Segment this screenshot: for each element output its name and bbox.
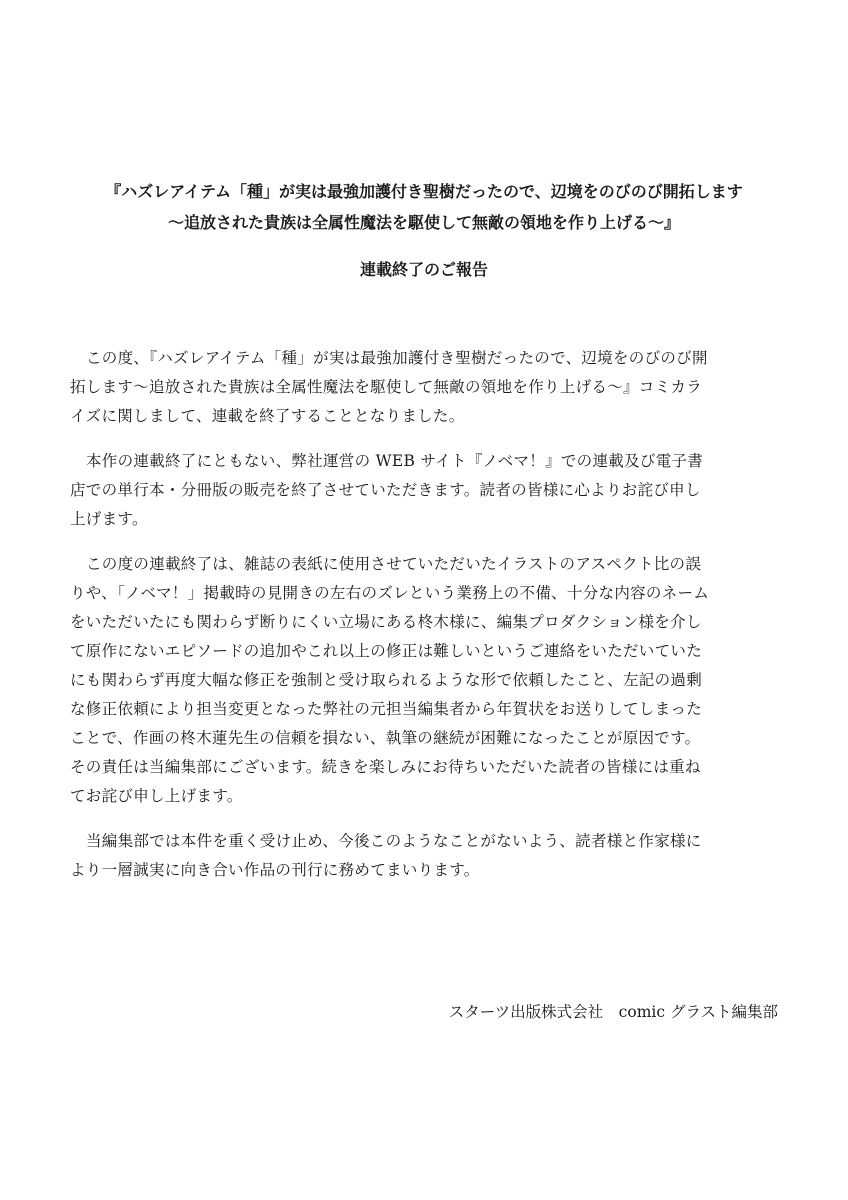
paragraph-line: な修正依頼により担当変更となった弊社の元担当編集者から年賀状をお送りしてしまった bbox=[70, 700, 703, 718]
title-line-1: 『ハズレアイテム「種」が実は最強加護付き聖樹だったので、辺境をのびのび開拓します bbox=[105, 182, 743, 201]
paragraph-line: この度、『ハズレアイテム「種」が実は最強加護付き聖樹だったので、辺境をのびのび開 bbox=[86, 349, 708, 367]
paragraph-line: 拓します〜追放された貴族は全属性魔法を駆使して無敵の領地を作り上げる〜』コミカラ bbox=[70, 378, 703, 396]
paragraph-line: 上げます。 bbox=[70, 510, 148, 528]
paragraph-line: イズに関しまして、連載を終了することとなりました。 bbox=[70, 407, 465, 425]
paragraph-line: 店での単行本・分冊版の販売を終了させていただきます。読者の皆様に心よりお詫び申し bbox=[70, 481, 701, 499]
paragraph-line: この度の連載終了は、雑誌の表紙に使用させていただいたイラストのアスペクト比の誤 bbox=[86, 555, 702, 573]
paragraph-line: 本作の連載終了にともない、弊社運営の WEB サイト『ノベマ！』での連載及び電子書 bbox=[86, 452, 704, 470]
title-line-2: 〜追放された貴族は全属性魔法を駆使して無敵の領地を作り上げる〜』 bbox=[167, 213, 680, 232]
paragraph-1 bbox=[70, 344, 778, 431]
paragraph-line: 当編集部では本件を重く受け止め、今後このようなことがないよう、読者様と作家様に bbox=[86, 832, 702, 850]
paragraph-2 bbox=[70, 447, 778, 534]
paragraph-line: て原作にないエピソードの追加やこれ以上の修正は難しいというご連絡をいただいていた bbox=[70, 642, 703, 660]
document-title bbox=[0, 176, 848, 238]
paragraph-line: その責任は当編集部にございます。続きを楽しみにお待ちいただいた読者の皆様には重ね bbox=[70, 758, 701, 776]
paragraph-3 bbox=[70, 550, 778, 811]
announcement-body bbox=[70, 344, 778, 901]
publisher-signature: スターツ出版株式会社 comic グラスト編集部 bbox=[448, 1003, 778, 1021]
announcement-heading: 連載終了のご報告 bbox=[359, 260, 488, 279]
paragraph-line: より一層誠実に向き合い作品の刊行に務めてまいります。 bbox=[70, 861, 480, 879]
paragraph-line: にも関わらず再度大幅な修正を強制と受け取られるような形で依頼したこと、左記の過剰 bbox=[70, 671, 703, 689]
paragraph-line: りや、「ノベマ！」掲載時の見開きの左右のズレという業務上の不備、十分な内容のネーム bbox=[70, 584, 710, 602]
paragraph-line: をいただいたにも関わらず断りにくい立場にある柊木様に、編集プロダクション様を介し bbox=[70, 613, 702, 631]
paragraph-line: ことで、作画の柊木蓮先生の信頼を損ない、執筆の継続が困難になったことが原因です。 bbox=[70, 729, 701, 747]
paragraph-line: てお詫び申し上げます。 bbox=[70, 787, 243, 805]
paragraph-4 bbox=[70, 827, 778, 885]
